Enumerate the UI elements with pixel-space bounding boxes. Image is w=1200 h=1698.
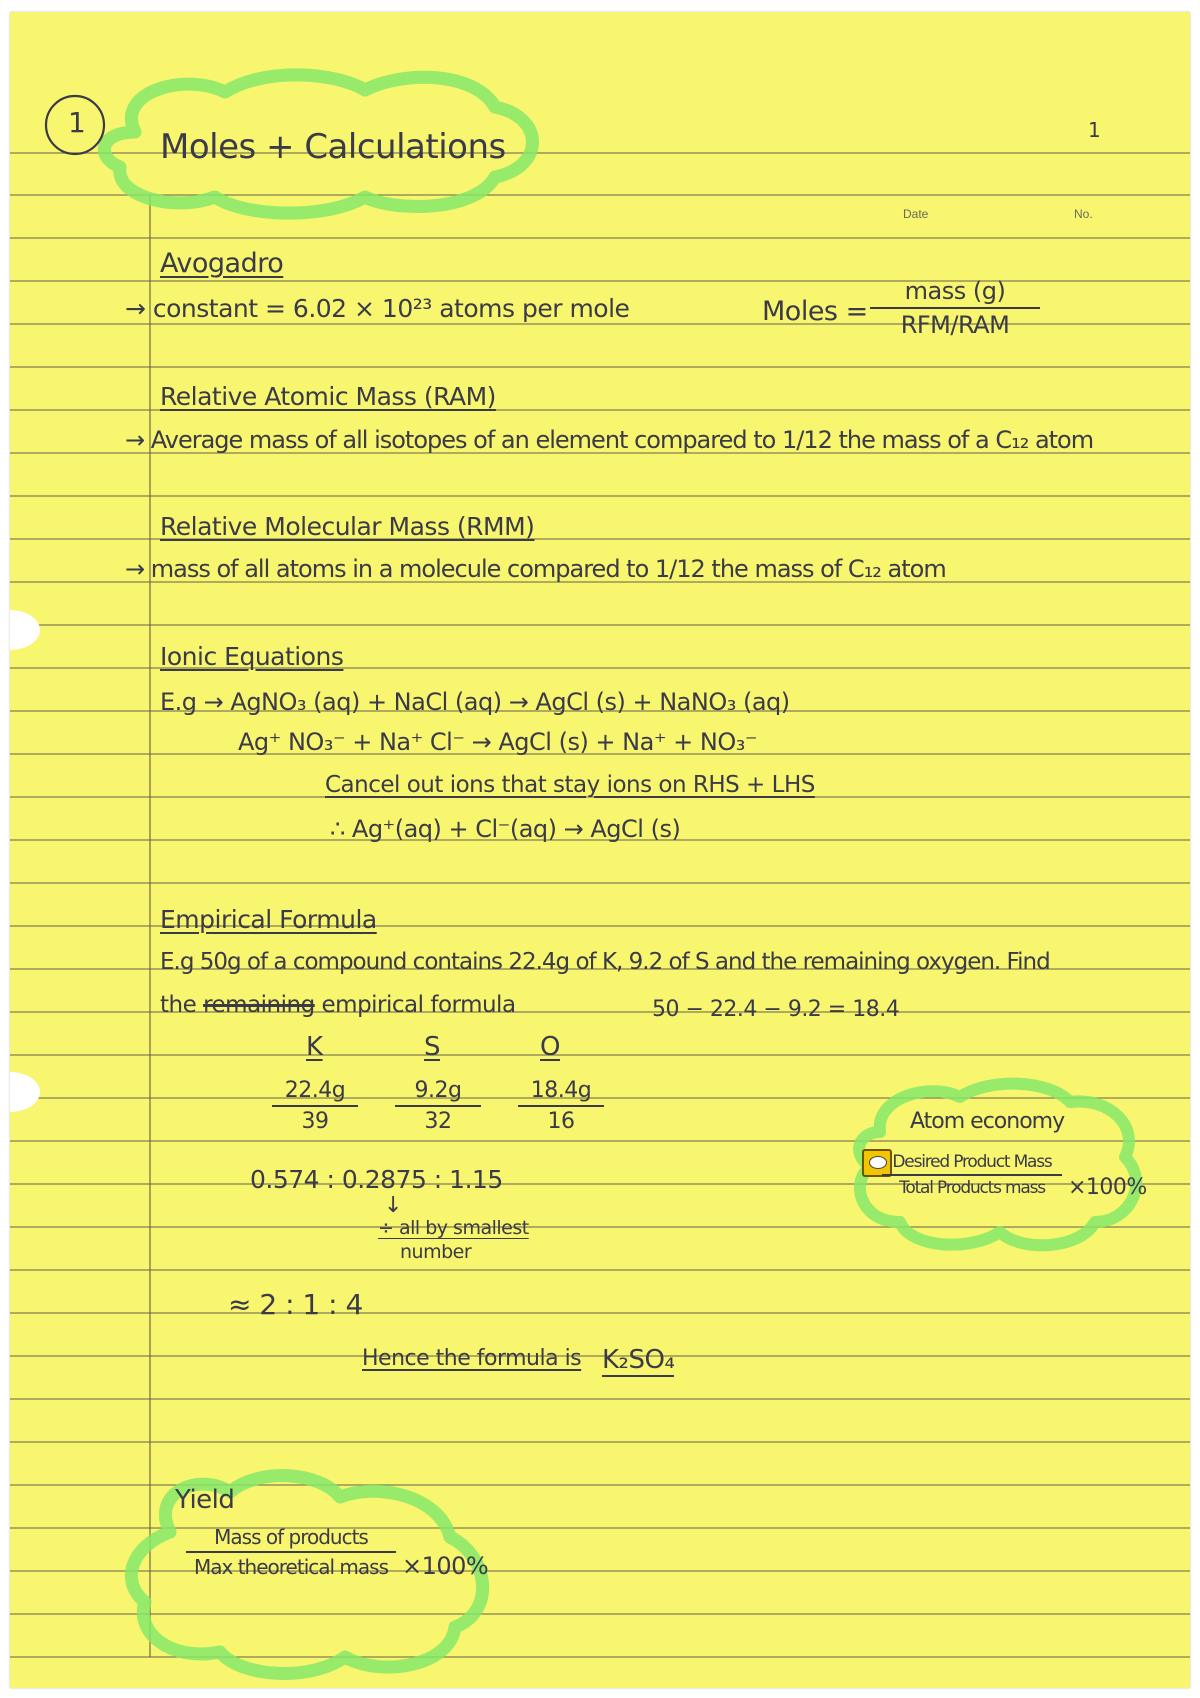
s-mr: 32 (424, 1109, 452, 1134)
yield-denominator: Max theoretical mass (194, 1555, 388, 1579)
moles-fraction (870, 277, 1040, 339)
empirical-question-line1: E.g 50g of a compound contains 22.4g of K, 9.2 of S and the remaining oxygen. Find (160, 949, 1050, 975)
page-title: Moles + Calculations (160, 127, 506, 167)
atom-economy-fraction (882, 1152, 1062, 1198)
k-mass: 22.4g (284, 1078, 346, 1103)
atom-economy-fraction-bar (882, 1174, 1062, 1176)
moles-denominator: RFM/RAM (900, 311, 1010, 339)
k-fraction-bar (272, 1105, 358, 1107)
atom-economy-denominator: Total Products mass (899, 1178, 1045, 1198)
question-word-the: the (160, 992, 197, 1018)
o-fraction-bar (518, 1105, 604, 1107)
o-mass: 18.4g (530, 1078, 592, 1103)
answer-formula: K₂SO₄ (602, 1345, 675, 1375)
rmm-definition: → mass of all atoms in a molecule compared to 1/12 the mass of C₁₂ atom (125, 555, 946, 583)
ionic-cancel-note: Cancel out ions that stay ions on RHS + LHS (325, 772, 815, 798)
s-moles-fraction (395, 1078, 481, 1134)
notebook-page (10, 12, 1190, 1688)
k-mr: 39 (301, 1109, 329, 1134)
empirical-heading: Empirical Formula (160, 905, 377, 934)
avogadro-heading: Avogadro (160, 248, 284, 279)
o-moles-fraction (518, 1078, 604, 1134)
yield-multiplier: ×100% (402, 1552, 489, 1580)
ionic-heading: Ionic Equations (160, 642, 344, 671)
divide-note-line2: number (400, 1241, 472, 1263)
divide-note-line1: ÷ all by smallest (378, 1217, 529, 1239)
question-tail: empirical formula (321, 992, 516, 1018)
ram-heading: Relative Atomic Mass (RAM) (160, 382, 496, 411)
oxygen-mass-calc: 50 − 22.4 − 9.2 = 18.4 (652, 997, 900, 1022)
answer-prefix: Hence the formula is (362, 1346, 582, 1371)
struck-word: remaining (203, 992, 315, 1018)
moles-fraction-bar (870, 307, 1040, 309)
corner-mark: 1 (1088, 118, 1101, 142)
ram-definition: → Average mass of all isotopes of an element compared to 1/12 the mass of a C₁₂ atom (125, 426, 1094, 454)
moles-numerator: mass (g) (904, 277, 1006, 305)
avogadro-constant: → constant = 6.02 × 10²³ atoms per mole (125, 294, 630, 323)
element-s: S (424, 1032, 441, 1062)
atom-economy-numerator: Desired Product Mass (892, 1152, 1052, 1172)
atom-economy-multiplier: ×100% (1068, 1175, 1147, 1200)
moles-label: Moles = (762, 296, 868, 327)
ionic-equation-full: E.g → AgNO₃ (aq) + NaCl (aq) → AgCl (s) + NaNO₃ (aq) (160, 688, 790, 716)
ionic-equation-ions: Ag⁺ NO₃⁻ + Na⁺ Cl⁻ → AgCl (s) + Na⁺ + NO₃⁻ (238, 728, 757, 756)
empirical-question-line2 (160, 992, 516, 1018)
yield-title: Yield (175, 1485, 235, 1515)
rmm-heading: Relative Molecular Mass (RMM) (160, 512, 535, 541)
o-mr: 16 (547, 1109, 575, 1134)
yield-numerator: Mass of products (214, 1525, 368, 1549)
s-mass: 9.2g (414, 1078, 462, 1103)
s-fraction-bar (395, 1105, 481, 1107)
ionic-net-equation: ∴ Ag⁺(aq) + Cl⁻(aq) → AgCl (s) (330, 815, 681, 843)
atom-economy-title: Atom economy (910, 1109, 1065, 1134)
yield-fraction (186, 1525, 396, 1579)
element-k: K (306, 1032, 323, 1062)
element-o: O (540, 1032, 560, 1062)
k-moles-fraction (272, 1078, 358, 1134)
mole-ratio: 0.574 : 0.2875 : 1.15 (250, 1165, 503, 1194)
down-arrow: ↓ (384, 1193, 402, 1218)
whole-number-ratio: ≈ 2 : 1 : 4 (228, 1288, 363, 1321)
page-number: 1 (68, 106, 86, 139)
date-label: Date (903, 207, 929, 221)
no-label: No. (1074, 207, 1093, 221)
yield-fraction-bar (186, 1551, 396, 1553)
